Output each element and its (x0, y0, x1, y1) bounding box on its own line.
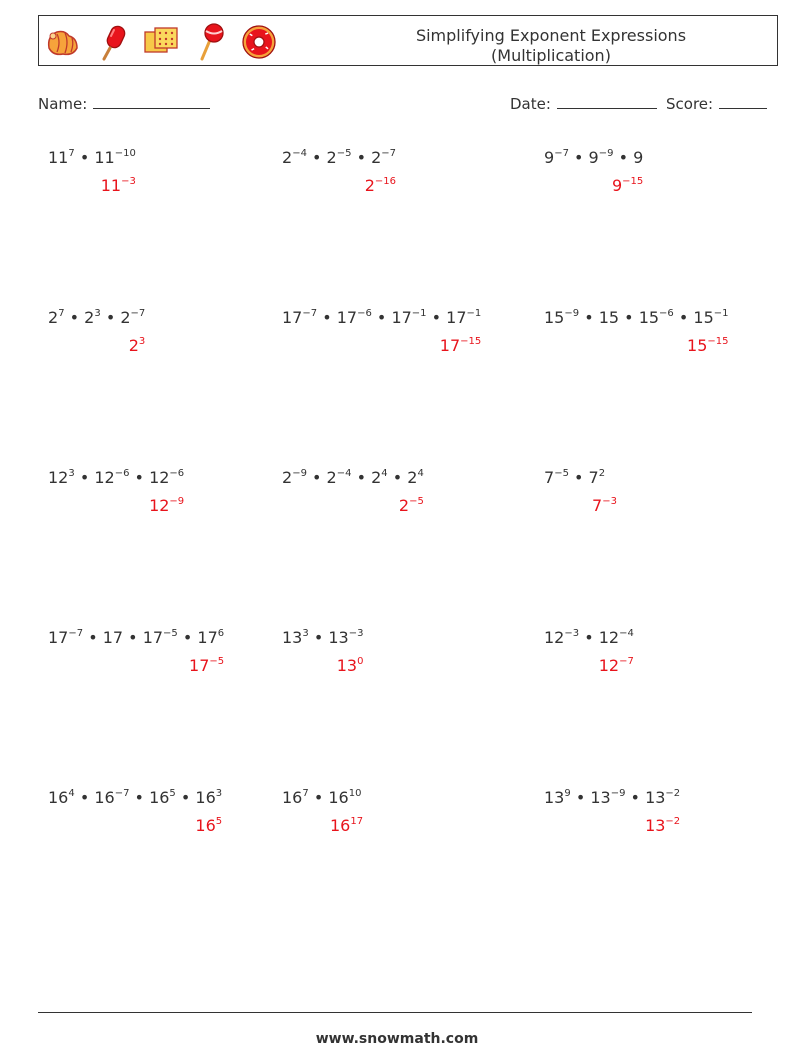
answer-exponent: 5 (215, 816, 223, 827)
score-field[interactable] (666, 93, 767, 113)
problem-13 (48, 788, 222, 807)
multiply-dot: • (74, 148, 95, 167)
term-base: 13 (590, 788, 611, 807)
multiply-dot: • (306, 148, 327, 167)
term-base: 2 (84, 308, 95, 327)
term-base: 16 (282, 788, 303, 807)
problem-7 (48, 468, 184, 487)
multiply-dot: • (308, 628, 329, 647)
answer-base: 17 (439, 336, 461, 355)
problem-6 (544, 308, 729, 327)
term-base: 16 (48, 788, 69, 807)
term-exponent: 10 (348, 788, 362, 799)
answer-6 (687, 336, 728, 355)
term-exponent: −6 (357, 308, 372, 319)
donut-icon (239, 22, 279, 62)
multiply-dot: • (570, 788, 591, 807)
answer-12 (599, 656, 634, 675)
term-base: 2 (407, 468, 418, 487)
multiply-dot: • (129, 468, 150, 487)
problem-4 (48, 308, 145, 327)
multiply-dot: • (387, 468, 408, 487)
term-exponent: −2 (665, 788, 681, 799)
answer-base: 2 (398, 496, 410, 515)
header-icons (43, 22, 279, 62)
term-exponent: −3 (564, 628, 580, 639)
term-exponent: 3 (215, 788, 223, 799)
answer-exponent: −3 (602, 496, 617, 507)
answer-2 (365, 176, 396, 195)
term-base: 12 (149, 468, 170, 487)
multiply-dot: • (625, 788, 646, 807)
multiply-dot: • (613, 148, 634, 167)
term-exponent: −1 (411, 308, 427, 319)
answer-13 (195, 816, 222, 835)
term-exponent: −4 (336, 468, 352, 479)
term-base: 17 (336, 308, 358, 327)
multiply-dot: • (579, 628, 599, 647)
multiply-dot: • (371, 308, 392, 327)
term-base: 11 (48, 148, 69, 167)
answer-base: 17 (189, 656, 210, 675)
problem-3 (544, 148, 643, 167)
multiply-dot: • (123, 628, 143, 647)
answer-exponent: −2 (665, 816, 681, 827)
term-base: 12 (48, 468, 69, 487)
name-field[interactable] (38, 93, 210, 113)
multiply-dot: • (175, 788, 196, 807)
multiply-dot: • (74, 788, 95, 807)
term-base: 12 (598, 628, 620, 647)
term-base: 7 (544, 468, 555, 487)
answer-exponent: −7 (619, 656, 634, 667)
term-base: 2 (282, 148, 293, 167)
term-exponent: −9 (564, 308, 580, 319)
answer-base: 12 (598, 656, 620, 675)
term-base: 11 (94, 148, 115, 167)
problem-14 (282, 788, 361, 807)
term-exponent: −7 (302, 308, 318, 319)
term-base: 13 (328, 628, 349, 647)
term-base: 2 (48, 308, 59, 327)
multiply-dot: • (426, 308, 447, 327)
croissant-icon (43, 22, 83, 62)
term-base: 16 (195, 788, 216, 807)
answer-5 (440, 336, 481, 355)
title-line-2: (Multiplication) (491, 46, 611, 65)
date-line[interactable] (557, 93, 657, 109)
answer-base: 13 (645, 816, 666, 835)
multiply-dot: • (83, 628, 103, 647)
term-exponent: −6 (169, 468, 185, 479)
footer-rule (38, 1012, 752, 1013)
term-exponent: 3 (68, 468, 75, 479)
multiply-dot: • (568, 148, 589, 167)
answer-15 (645, 816, 680, 835)
multiply-dot: • (317, 308, 337, 327)
term-base: 17 (391, 308, 412, 327)
multiply-dot: • (351, 468, 372, 487)
answer-exponent: 0 (357, 656, 364, 667)
term-exponent: 5 (169, 788, 176, 799)
answer-14 (330, 816, 363, 835)
term-base: 2 (371, 468, 382, 487)
answer-base: 13 (336, 656, 358, 675)
term-base: 13 (282, 628, 303, 647)
term-exponent: −9 (292, 468, 307, 479)
term-exponent: −10 (114, 148, 136, 159)
term-base: 16 (328, 788, 349, 807)
date-label: Date: (510, 95, 551, 113)
term-exponent: −4 (292, 148, 307, 159)
term-exponent: −6 (114, 468, 130, 479)
answer-base: 9 (611, 176, 623, 195)
term-exponent: 7 (302, 788, 309, 799)
term-exponent: −7 (114, 788, 130, 799)
problem-12 (544, 628, 634, 647)
term-base: 2 (326, 148, 337, 167)
answer-9 (592, 496, 617, 515)
term-base: 12 (94, 468, 115, 487)
name-line[interactable] (93, 93, 210, 109)
term-exponent: −5 (336, 148, 352, 159)
term-base: 2 (120, 308, 131, 327)
term-exponent: −7 (130, 308, 146, 319)
term-base: 17 (197, 628, 218, 647)
score-line[interactable] (719, 93, 767, 109)
term-base: 15 (638, 308, 660, 327)
term-exponent: −4 (619, 628, 634, 639)
multiply-dot: • (177, 628, 198, 647)
multiply-dot: • (351, 148, 372, 167)
term-base: 17 (142, 628, 164, 647)
term-base: 7 (588, 468, 599, 487)
term-base: 13 (544, 788, 565, 807)
date-field[interactable] (510, 93, 657, 113)
answer-base: 7 (592, 496, 603, 515)
term-base: 17 (102, 628, 124, 647)
term-exponent: −7 (381, 148, 397, 159)
term-exponent: 2 (598, 468, 606, 479)
multiply-dot: • (129, 788, 150, 807)
answer-exponent: −16 (374, 176, 397, 187)
term-exponent: −7 (68, 628, 84, 639)
term-exponent: 7 (68, 148, 75, 159)
term-exponent: 9 (564, 788, 571, 799)
problem-10 (48, 628, 224, 647)
term-exponent: 4 (381, 468, 388, 479)
problem-2 (282, 148, 396, 167)
answer-1 (101, 176, 136, 195)
answer-base: 2 (128, 336, 139, 355)
term-exponent: 6 (217, 628, 225, 639)
term-exponent: −5 (554, 468, 569, 479)
multiply-dot: • (64, 308, 85, 327)
answer-10 (189, 656, 224, 675)
term-exponent: −1 (466, 308, 482, 319)
problem-9 (544, 468, 605, 487)
answer-base: 16 (195, 816, 216, 835)
answer-exponent: 3 (138, 336, 146, 347)
name-label: Name: (38, 95, 88, 113)
answer-exponent: 17 (350, 816, 364, 827)
answer-base: 11 (100, 176, 122, 195)
popsicle-icon (92, 22, 132, 62)
term-base: 17 (48, 628, 69, 647)
answer-base: 16 (330, 816, 351, 835)
term-exponent: −6 (659, 308, 674, 319)
answer-exponent: −15 (707, 336, 729, 347)
answer-11 (337, 656, 364, 675)
answer-exponent: −5 (209, 656, 225, 667)
header-box (38, 15, 778, 66)
term-base: 12 (544, 628, 565, 647)
term-base: 15 (693, 308, 714, 327)
score-label: Score: (666, 95, 714, 113)
multiply-dot: • (673, 308, 694, 327)
multiply-dot: • (74, 468, 95, 487)
answer-4 (129, 336, 146, 355)
answer-7 (149, 496, 184, 515)
problem-11 (282, 628, 363, 647)
answer-exponent: −15 (622, 176, 644, 187)
multiply-dot: • (568, 468, 589, 487)
answer-exponent: −5 (409, 496, 424, 507)
term-exponent: −9 (598, 148, 614, 159)
answer-exponent: −3 (121, 176, 136, 187)
term-exponent: −5 (163, 628, 178, 639)
term-base: 2 (282, 468, 293, 487)
answer-base: 15 (687, 336, 708, 355)
term-exponent: −7 (554, 148, 569, 159)
problem-15 (544, 788, 680, 807)
term-exponent: 4 (68, 788, 75, 799)
term-base: 17 (446, 308, 467, 327)
multiply-dot: • (619, 308, 639, 327)
term-base: 2 (326, 468, 337, 487)
term-base: 16 (94, 788, 115, 807)
answer-3 (612, 176, 643, 195)
problem-5 (282, 308, 481, 327)
footer-website: www.snowmath.com (315, 1031, 479, 1047)
problem-1 (48, 148, 136, 167)
multiply-dot: • (100, 308, 121, 327)
multiply-dot: • (308, 788, 329, 807)
term-base: 2 (371, 148, 382, 167)
term-base: 9 (544, 148, 555, 167)
answer-exponent: −15 (460, 336, 482, 347)
term-base: 15 (544, 308, 565, 327)
term-base: 17 (282, 308, 303, 327)
answer-base: 2 (364, 176, 375, 195)
term-exponent: 3 (94, 308, 101, 319)
term-exponent: 3 (302, 628, 309, 639)
answer-8 (399, 496, 424, 515)
cracker-icon (141, 22, 181, 62)
term-exponent: −1 (713, 308, 729, 319)
term-base: 9 (633, 148, 644, 167)
title-line-1: Simplifying Exponent Expressions (415, 26, 687, 45)
multiply-dot: • (579, 308, 599, 327)
term-base: 16 (149, 788, 170, 807)
multiply-dot: • (306, 468, 327, 487)
term-exponent: 4 (417, 468, 424, 479)
term-base: 15 (598, 308, 620, 327)
term-exponent: 7 (58, 308, 65, 319)
term-base: 13 (645, 788, 666, 807)
term-exponent: −3 (348, 628, 364, 639)
worksheet-title (381, 26, 721, 66)
answer-exponent: −9 (169, 496, 185, 507)
term-exponent: −9 (610, 788, 626, 799)
lollipop-icon (190, 22, 230, 62)
answer-base: 12 (149, 496, 170, 515)
term-base: 9 (588, 148, 599, 167)
problem-8 (282, 468, 424, 487)
